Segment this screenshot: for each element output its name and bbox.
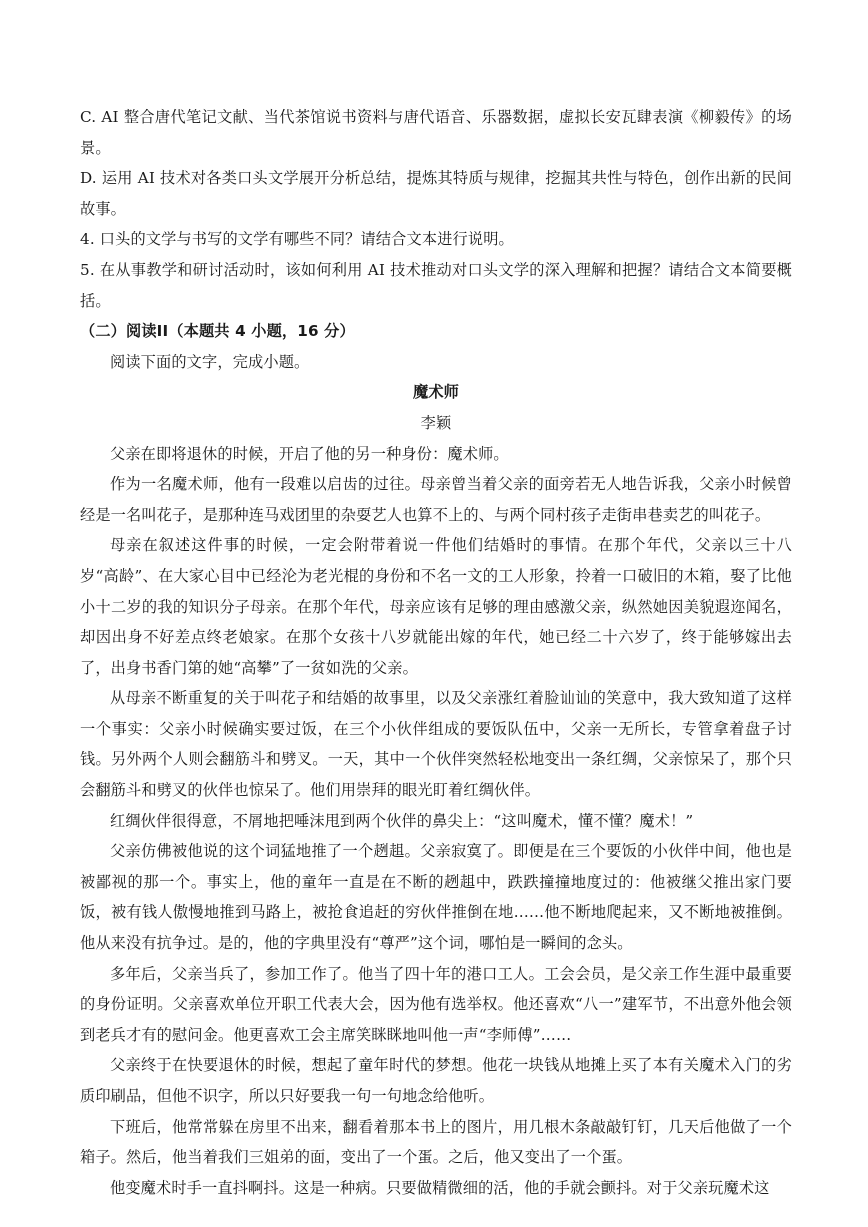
question-4: 4. 口头的文学与书写的文学有哪些不同？请结合文本进行说明。 xyxy=(80,230,514,249)
article-title: 魔术师 xyxy=(412,383,459,402)
article-paragraph: 红绸伙伴很得意，不屑地把唾沫甩到两个伙伴的鼻尖上：“这叫魔术，懂不懂？魔术！” xyxy=(110,811,694,830)
question-5: 5. 在从事教学和研讨活动时，该如何利用 AI 技术推动对口头文学的深入理解和把握？请结合文本简要概括。 xyxy=(80,260,792,310)
option-c: C. AI 整合唐代笔记文献、当代茶馆说书资料与唐代语音、乐器数据，虚拟长安瓦肆表演《柳毅传》的场景。 xyxy=(80,108,792,157)
document-body xyxy=(80,102,792,1203)
section-instruction: 阅读下面的文字，完成小题。 xyxy=(110,352,310,371)
article-paragraph: 下班后，他常常躲在房里不出来，翻看着那本书上的图片，用几根木条敲敲钉钉，几天后他做了一个箱子。然后，他当着我们三姐弟的面，变出了一个蛋。之后，他又变出了一个蛋。 xyxy=(80,1117,792,1167)
article-paragraph: 父亲在即将退休的时候，开启了他的另一种身份：魔术师。 xyxy=(110,444,509,463)
option-d: D. 运用 AI 技术对各类口头文学展开分析总结，提炼其特质与规律，挖掘其共性与特色，创作出新的民间故事。 xyxy=(80,169,792,218)
article-paragraph: 母亲在叙述这件事的时候，一定会附带着说一件他们结婚时的事情。在那个年代，父亲以三十八岁“高龄”、在大家心目中已经沦为老光棍的身份和不名一文的工人形象，拎着一口破旧的木箱，娶了比他小十二岁的我的知识分子母亲。在那个年代，母亲应该有足够的理由感激父亲，纵然她因美貌遐迩闻名，却因出身不好差点终老娘家。在那个女孩十八岁就能出嫁的年代，她已经二十六岁了，终于能够嫁出去了，出身书香门第的她“高攀”了一贫如洗的父亲。 xyxy=(80,536,792,677)
article-paragraph: 从母亲不断重复的关于叫花子和结婚的故事里，以及父亲涨红着脸讪讪的笑意中，我大致知道了这样一个事实：父亲小时候确实要过饭，在三个小伙伴组成的要饭队伍中，父亲一无所长，专管拿着盘子讨钱。另外两个人则会翻筋斗和劈叉。一天，其中一个伙伴突然轻松地变出一条红绸，父亲惊呆了，那个只会翻筋斗和劈叉的伙伴也惊呆了。他们用崇拜的眼光盯着红绸伙伴。 xyxy=(80,689,792,800)
article-paragraph: 作为一名魔术师，他有一段难以启齿的过往。母亲曾当着父亲的面旁若无人地告诉我，父亲小时候曾经是一名叫花子，是那种连马戏团里的杂耍艺人也算不上的、与两个同村孩子走街串巷卖艺的叫花子。 xyxy=(80,475,792,524)
article-paragraph: 父亲终于在快要退休的时候，想起了童年时代的梦想。他花一块钱从地摊上买了本有关魔术入门的劣质印刷品，但他不识字，所以只好要我一句一句地念给他听。 xyxy=(80,1056,792,1105)
article-author: 李颖 xyxy=(420,413,452,432)
article-paragraph: 父亲仿佛被他说的这个词猛地推了一个趔趄。父亲寂寞了。即便是在三个要饭的小伙伴中间，他也是被鄙视的那一个。事实上，他的童年一直是在不断的趔趄中，跌跌撞撞地度过的：他被继父推出家门要饭，被有钱人傲慢地推到马路上，被抢食追赶的穷伙伴推倒在地……他不断地爬起来，又不断地被推倒。他从来没有抗争过。是的，他的字典里没有“尊严”这个词，哪怕是一瞬间的念头。 xyxy=(80,842,792,953)
article-paragraph: 多年后，父亲当兵了，参加工作了。他当了四十年的港口工人。工会会员，是父亲工作生涯中最重要的身份证明。父亲喜欢单位开职工代表大会，因为他有选举权。他还喜欢“八一”建军节，不出意外他会领到老兵才有的慰问金。他更喜欢工会主席笑眯眯地叫他一声“李师傅”…… xyxy=(80,964,792,1044)
section-heading: （二）阅读II（本题共 4 小题，16 分） xyxy=(80,322,355,341)
article-paragraph: 他变魔术时手一直抖啊抖。这是一种病。只要做精微细的活，他的手就会颤抖。对于父亲玩魔术这 xyxy=(110,1178,770,1197)
